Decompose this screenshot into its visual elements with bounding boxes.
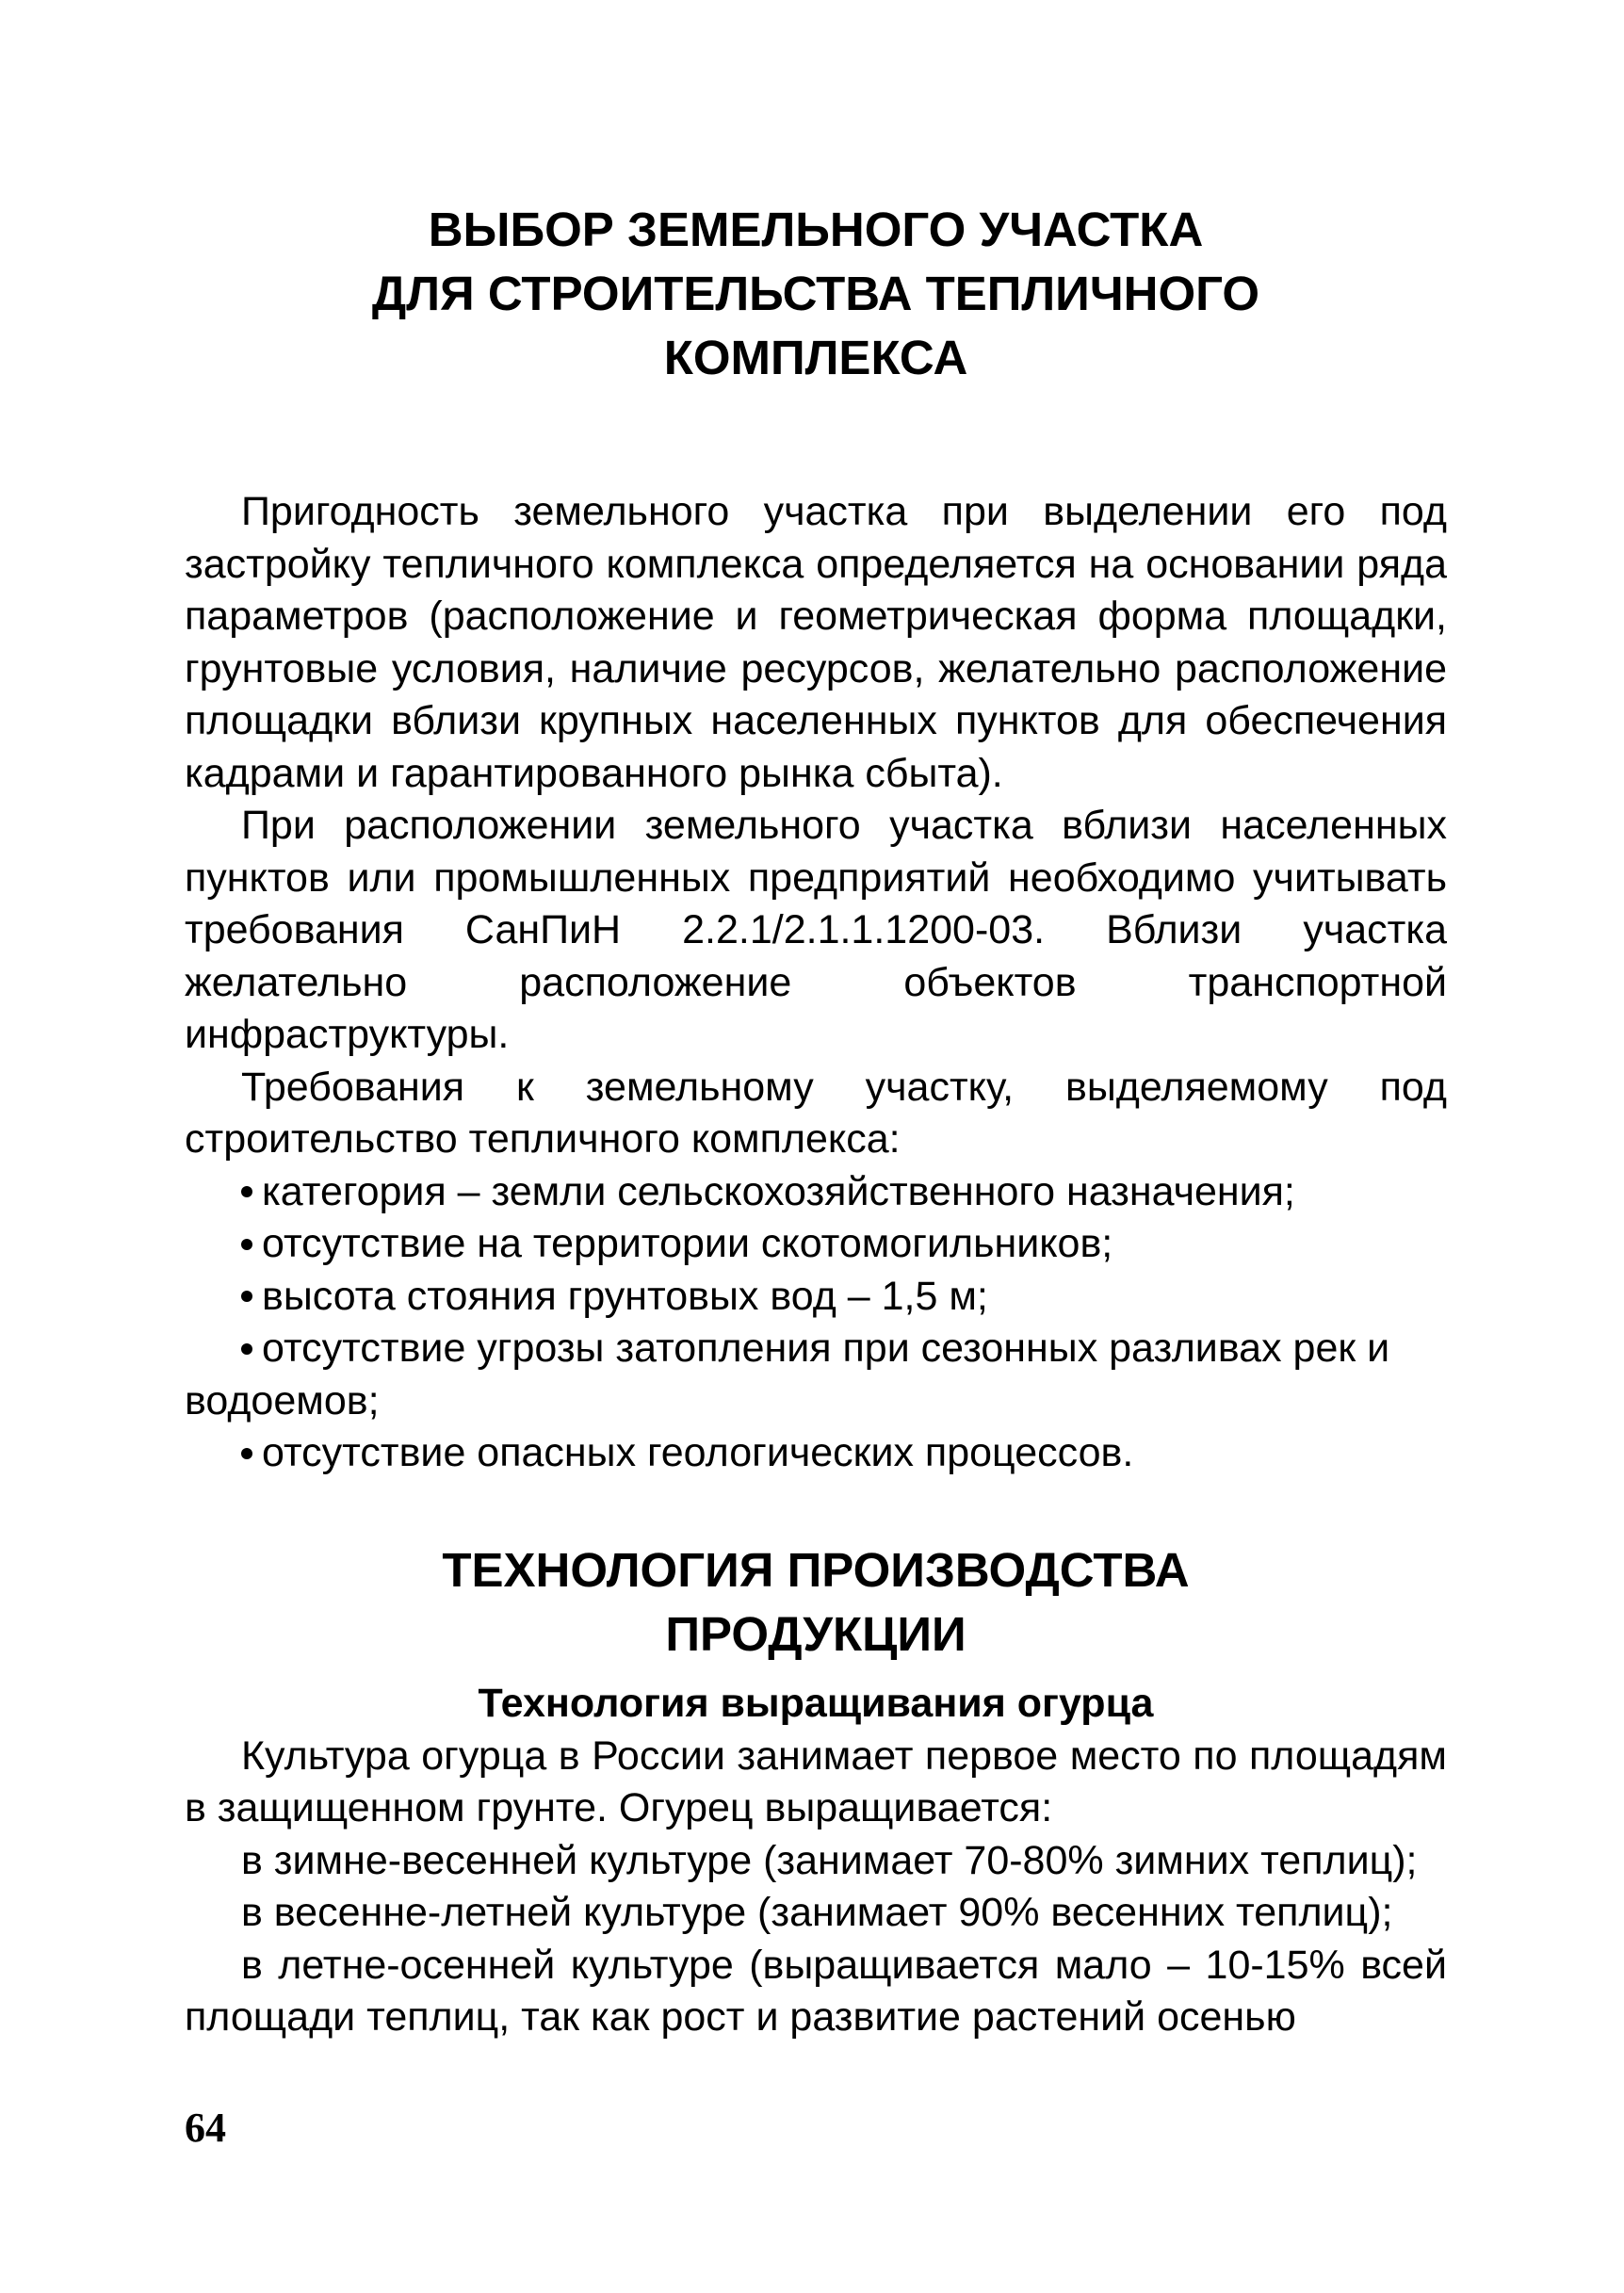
paragraph: При расположении земельного участка вблизи населенных пунктов или промышленных предприятий необходимо учитывать требования СанПиН 2.2.1/2.1.1.1200-03. Вблизи участка желательно расположение объектов транспортной инфраструктуры. xyxy=(185,803,1447,1057)
title-line: ДЛЯ СТРОИТЕЛЬСТВА ТЕПЛИЧНОГО xyxy=(371,267,1260,320)
list-item xyxy=(185,1427,1447,1480)
paragraph: в летне-осенней культуре (выращивается мало – 10-15% всей площади теплиц, так как рост и развитие растений осенью xyxy=(185,1942,1447,2040)
list-item-text: отсутствие опасных геологических процессов. xyxy=(262,1430,1134,1475)
page-number: 64 xyxy=(185,2105,226,2151)
bullet-icon xyxy=(241,1291,252,1302)
requirements-list xyxy=(185,1166,1447,1480)
bullet-icon xyxy=(241,1448,252,1459)
paragraph: Требования к земельному участку, выделяемому под строительство тепличного комплекса: xyxy=(185,1064,1447,1162)
list-item xyxy=(185,1323,1447,1427)
page-content xyxy=(185,188,1447,2044)
list-item-text: высота стояния грунтовых вод – 1,5 м; xyxy=(262,1273,988,1319)
list-item-text: отсутствие угрозы затопления при сезонных разливах рек и водоемов; xyxy=(185,1325,1390,1423)
section-title-land-plot xyxy=(185,198,1447,390)
list-item xyxy=(185,1218,1447,1271)
paragraph: Пригодность земельного участка при выделении его под застройку тепличного комплекса определяется на основании ряда параметров (расположение и геометрическая форма площадки, грунтовые условия, наличие ресурсов, желательно расположение площадки вблизи крупных населенных пунктов для обеспечения кадрами и гарантированного рынка сбыта). xyxy=(185,489,1447,796)
bullet-icon xyxy=(241,1343,252,1355)
bullet-icon xyxy=(241,1239,252,1250)
section-title-production-technology xyxy=(185,1538,1447,1667)
title-line: КОМПЛЕКСА xyxy=(663,331,968,384)
paragraph: в зимне-весенней культуре (занимает 70-80% зимних теплиц); xyxy=(241,1837,1418,1883)
title-line: ТЕХНОЛОГИЯ ПРОИЗВОДСТВА xyxy=(442,1542,1190,1597)
paragraph: в весенне-летней культуре (занимает 90% весенних теплиц); xyxy=(241,1890,1393,1935)
list-item-text: отсутствие на территории скотомогильников; xyxy=(262,1221,1113,1266)
paragraph: Культура огурца в России занимает первое место по площадям в защищенном грунте. Огурец выращивается: xyxy=(185,1732,1447,1830)
list-item xyxy=(185,1166,1447,1219)
title-line: ПРОДУКЦИИ xyxy=(665,1606,966,1661)
list-item-text: категория – земли сельскохозяйственного назначения; xyxy=(262,1168,1295,1214)
subsection-title: Технология выращивания огурца xyxy=(478,1680,1154,1726)
list-item xyxy=(185,1271,1447,1324)
bullet-icon xyxy=(241,1186,252,1197)
title-line: ВЫБОР ЗЕМЕЛЬНОГО УЧАСТКА xyxy=(428,203,1204,256)
